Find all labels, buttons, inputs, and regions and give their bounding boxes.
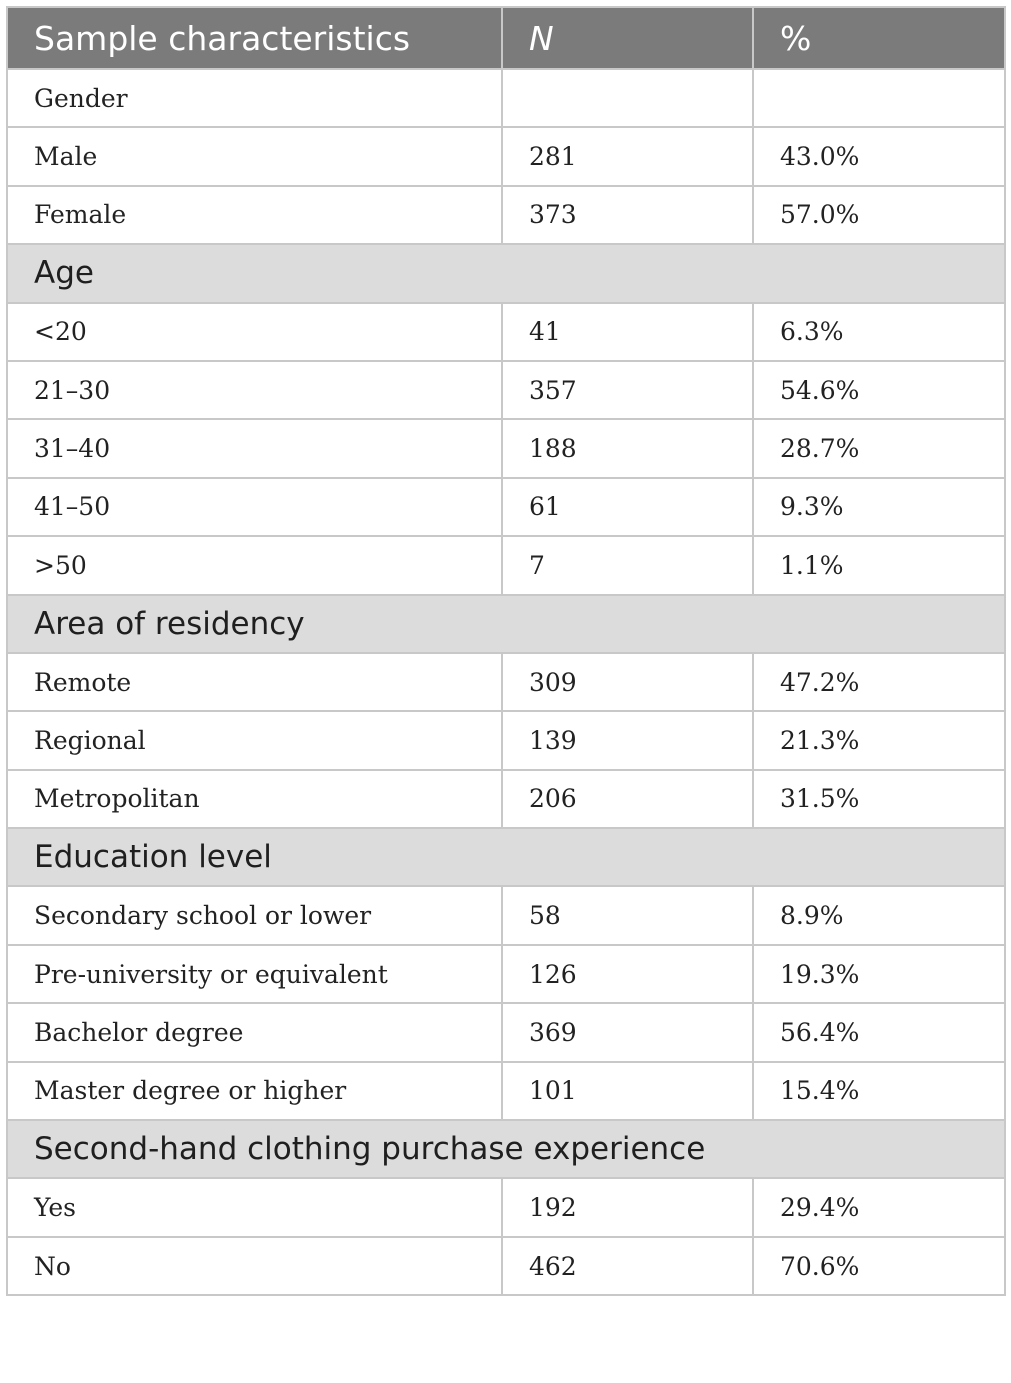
row-n: 7 (502, 536, 753, 594)
header-row (7, 7, 1005, 69)
table-row (7, 1237, 1005, 1295)
row-label: 21–30 (7, 361, 502, 419)
table-row (7, 945, 1005, 1003)
row-n: 126 (502, 945, 753, 1003)
table-row (7, 1003, 1005, 1061)
row-n: 357 (502, 361, 753, 419)
section-label: Education level (7, 828, 1005, 886)
header-n: N (502, 7, 753, 69)
section-row (7, 828, 1005, 886)
row-label: 31–40 (7, 419, 502, 477)
row-percent: 21.3% (753, 711, 1005, 769)
row-percent: 56.4% (753, 1003, 1005, 1061)
section-label: Second-hand clothing purchase experience (7, 1120, 1005, 1178)
table-row (7, 478, 1005, 536)
table-row (7, 1062, 1005, 1120)
section-row (7, 595, 1005, 653)
table-row (7, 711, 1005, 769)
row-n: 192 (502, 1178, 753, 1236)
row-label: Male (7, 127, 502, 185)
row-percent: 43.0% (753, 127, 1005, 185)
row-percent: 9.3% (753, 478, 1005, 536)
row-percent: 15.4% (753, 1062, 1005, 1120)
table-row (7, 536, 1005, 594)
row-n: 373 (502, 186, 753, 244)
sample-characteristics-table (6, 6, 1006, 1296)
header-characteristics: Sample characteristics (7, 7, 502, 69)
row-n: 139 (502, 711, 753, 769)
row-percent: 28.7% (753, 419, 1005, 477)
table-row (7, 127, 1005, 185)
row-percent: 70.6% (753, 1237, 1005, 1295)
table-row (7, 653, 1005, 711)
row-percent: 6.3% (753, 303, 1005, 361)
row-n (502, 69, 753, 127)
row-label: Yes (7, 1178, 502, 1236)
row-label: Bachelor degree (7, 1003, 502, 1061)
row-n: 309 (502, 653, 753, 711)
row-percent: 8.9% (753, 886, 1005, 944)
row-n: 281 (502, 127, 753, 185)
row-percent: 57.0% (753, 186, 1005, 244)
section-row (7, 244, 1005, 302)
row-percent: 19.3% (753, 945, 1005, 1003)
row-percent: 29.4% (753, 1178, 1005, 1236)
table-row (7, 186, 1005, 244)
row-label: Secondary school or lower (7, 886, 502, 944)
row-n: 206 (502, 770, 753, 828)
row-percent: 54.6% (753, 361, 1005, 419)
row-n: 188 (502, 419, 753, 477)
section-row (7, 1120, 1005, 1178)
row-label: Remote (7, 653, 502, 711)
row-label: No (7, 1237, 502, 1295)
section-label: Age (7, 244, 1005, 302)
row-n: 462 (502, 1237, 753, 1295)
table-row (7, 361, 1005, 419)
header-percent: % (753, 7, 1005, 69)
row-label: Gender (7, 69, 502, 127)
row-label: Regional (7, 711, 502, 769)
table-row (7, 69, 1005, 127)
section-label: Area of residency (7, 595, 1005, 653)
row-n: 101 (502, 1062, 753, 1120)
row-n: 58 (502, 886, 753, 944)
row-label: <20 (7, 303, 502, 361)
table-row (7, 303, 1005, 361)
row-percent: 47.2% (753, 653, 1005, 711)
row-percent: 31.5% (753, 770, 1005, 828)
row-label: 41–50 (7, 478, 502, 536)
table-row (7, 770, 1005, 828)
row-n: 369 (502, 1003, 753, 1061)
row-label: Female (7, 186, 502, 244)
row-percent (753, 69, 1005, 127)
row-label: >50 (7, 536, 502, 594)
row-label: Master degree or higher (7, 1062, 502, 1120)
table-row (7, 886, 1005, 944)
row-percent: 1.1% (753, 536, 1005, 594)
row-n: 61 (502, 478, 753, 536)
table-row (7, 419, 1005, 477)
table-body (7, 69, 1005, 1295)
table-row (7, 1178, 1005, 1236)
row-n: 41 (502, 303, 753, 361)
row-label: Pre-university or equivalent (7, 945, 502, 1003)
row-label: Metropolitan (7, 770, 502, 828)
